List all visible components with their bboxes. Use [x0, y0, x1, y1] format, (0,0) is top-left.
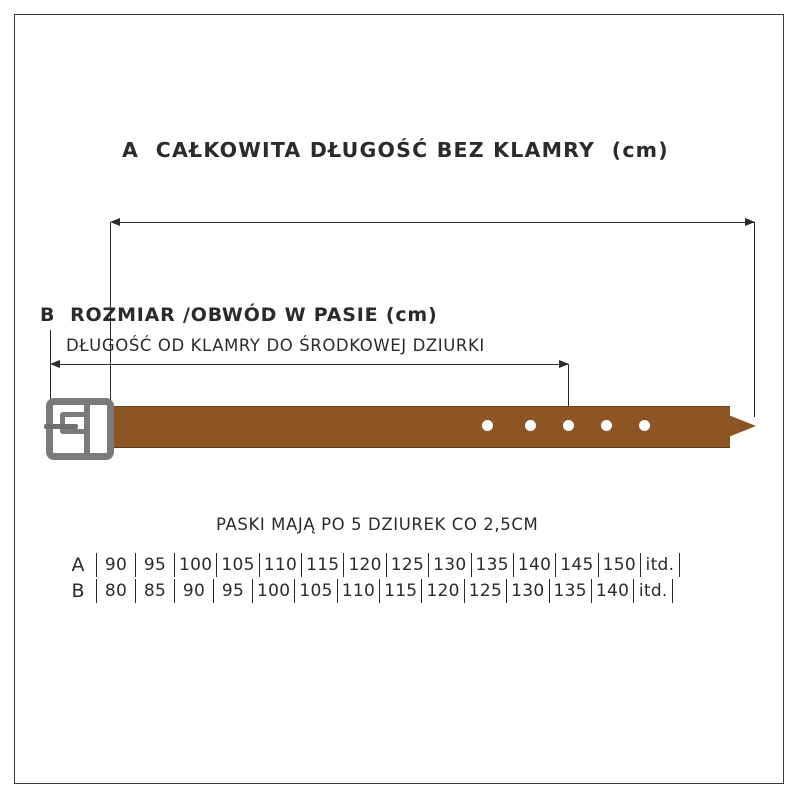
table-cell: 105 — [294, 579, 336, 603]
table-cell: 105 — [216, 553, 258, 577]
table-cell: 120 — [343, 553, 385, 577]
size-table — [60, 552, 680, 604]
table-cell-suffix: itd. — [633, 579, 673, 603]
table-cell: 140 — [591, 579, 633, 603]
table-cell: 100 — [252, 579, 294, 603]
table-row-cells-a — [96, 553, 680, 577]
dimension-arrow-a-left — [110, 218, 120, 226]
label-waist-size-title: B ROZMIAR /OBWÓD W PASIE (cm) — [40, 304, 438, 326]
extension-line-a-right — [754, 222, 755, 417]
table-cell: 90 — [96, 553, 135, 577]
belt-hole — [482, 420, 493, 431]
dimension-arrow-b-left — [50, 360, 60, 368]
belt-tip — [706, 406, 756, 446]
belt-buckle-bar — [84, 400, 90, 458]
table-cell: 90 — [174, 579, 213, 603]
table-row-cells-b — [96, 579, 673, 603]
belt-hole — [639, 420, 650, 431]
table-cell: 140 — [513, 553, 555, 577]
table-cell: 95 — [135, 553, 174, 577]
table-cell: 125 — [464, 579, 506, 603]
table-cell: 120 — [421, 579, 463, 603]
dimension-line-b — [58, 364, 568, 365]
table-cell: 115 — [379, 579, 421, 603]
image-border — [14, 14, 784, 784]
table-cell: 135 — [549, 579, 591, 603]
table-cell-suffix: itd. — [640, 553, 680, 577]
label-waist-size-subtitle: DŁUGOŚĆ OD KLAMRY DO ŚRODKOWEJ DZIURKI — [66, 336, 485, 355]
table-row — [60, 552, 680, 578]
table-cell: 115 — [301, 553, 343, 577]
table-cell: 85 — [135, 579, 174, 603]
belt-strap — [110, 406, 730, 448]
table-row-label-b: B — [71, 580, 85, 602]
table-cell: 110 — [337, 579, 379, 603]
table-cell: 145 — [555, 553, 597, 577]
table-cell: 110 — [259, 553, 301, 577]
table-cell: 150 — [598, 553, 640, 577]
label-total-length-title: A CAŁKOWITA DŁUGOŚĆ BEZ KLAMRY (cm) — [122, 138, 669, 162]
belt-hole — [601, 420, 612, 431]
table-cell: 135 — [471, 553, 513, 577]
belt-hole — [525, 420, 536, 431]
table-cell: 130 — [506, 579, 548, 603]
belt-buckle-prong — [44, 424, 78, 429]
label-holes-note: PASKI MAJĄ PO 5 DZIUREK CO 2,5CM — [216, 515, 539, 534]
dimension-line-a — [118, 222, 754, 223]
table-cell: 100 — [174, 553, 216, 577]
table-cell: 80 — [96, 579, 135, 603]
table-row — [60, 578, 680, 604]
table-row-label-a: A — [71, 554, 85, 576]
table-cell: 130 — [428, 553, 470, 577]
table-cell: 125 — [386, 553, 428, 577]
table-cell: 95 — [213, 579, 252, 603]
belt-hole — [563, 420, 574, 431]
